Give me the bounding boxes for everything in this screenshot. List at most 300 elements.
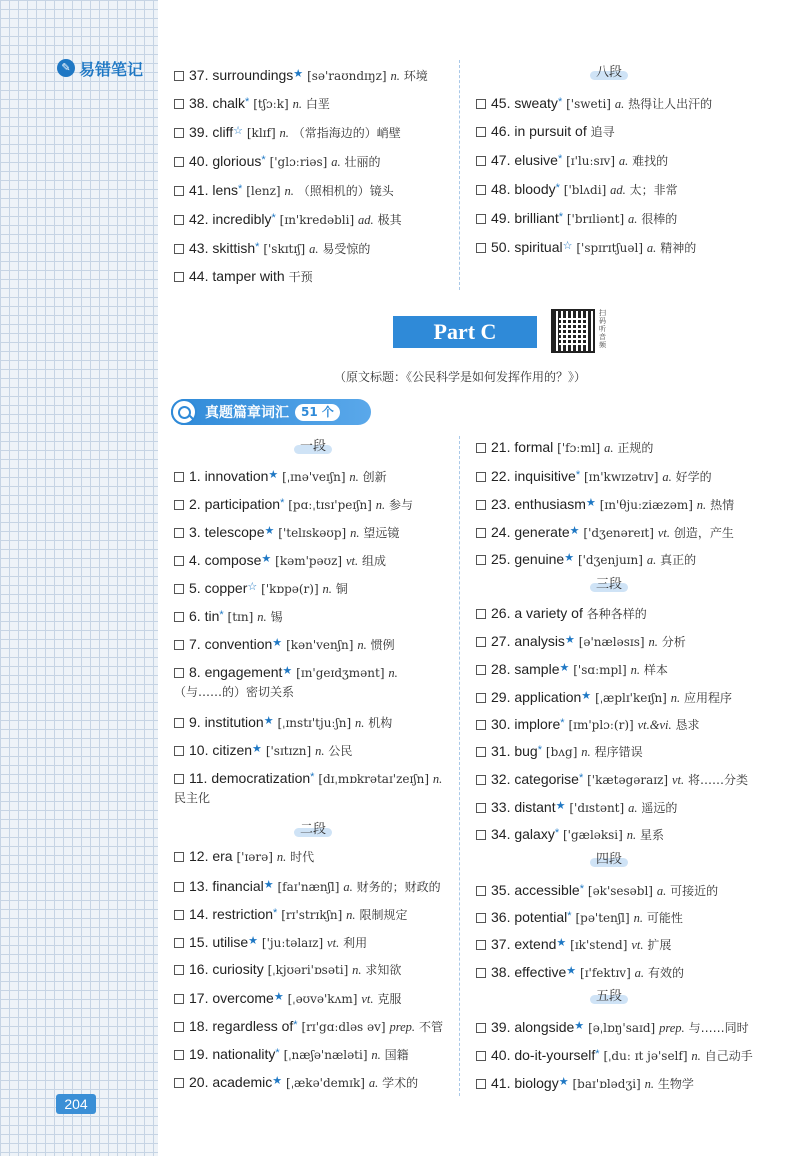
entry-meaning: 可能性 [646,911,683,925]
entry-part-of-speech: ad. [358,213,374,227]
entry-meaning: 程序错误 [594,745,643,759]
entry-phonetic: [ɪn'kwɪzətɪv] [584,470,659,484]
vocab-entry [476,962,684,982]
entry-part-of-speech: n. [644,1077,654,1091]
checkbox[interactable] [476,156,486,166]
entry-word: 34. galaxy [491,826,555,842]
checkbox[interactable] [476,1023,486,1033]
entry-phonetic: [rɪ'strɪkʃn] [281,908,343,922]
entry-phonetic: [dɪˌmɒkrətaɪ'zeɪʃn] [318,772,430,786]
column-divider-top [459,60,460,290]
vocab-entry [476,522,734,542]
vocab-entry [174,1072,418,1092]
entry-part-of-speech: n. [276,850,287,864]
frequency-star-icon: ☆ [233,125,243,137]
entry-part-of-speech: n. [696,498,707,512]
entry-meaning: 创新 [362,470,387,484]
vocab-count-badge: 51 个 [295,404,340,421]
entry-word: 50. spiritual [491,239,563,255]
checkbox[interactable] [476,940,486,950]
entry-word: 26. a variety of [491,605,583,621]
entry-phonetic: ['dʒenjuɪn] [577,553,643,567]
frequency-star-icon: ★ [556,937,567,949]
frequency-star-icon: * [273,907,278,919]
entry-word: 19. nationality [189,1046,276,1062]
entry-word: 35. accessible [491,882,580,898]
entry-word: 39. cliff [189,124,234,140]
checkbox[interactable] [476,720,486,730]
entry-meaning: 环境 [403,69,428,83]
vocab-entry [174,122,401,142]
frequency-star-icon: * [280,497,285,509]
frequency-star-icon: * [595,1048,600,1060]
entry-part-of-speech: vt. [672,773,685,787]
frequency-star-icon: * [271,212,276,224]
frequency-star-icon: * [245,96,250,108]
entry-meaning: 组成 [362,554,387,568]
entry-meaning: 公民 [328,744,353,758]
entry-phonetic: ['fɔːml] [557,441,601,455]
checkbox[interactable] [174,528,184,538]
entry-word: 42. incredibly [189,211,272,227]
vocab-entry [174,712,392,732]
entry-part-of-speech: a. [634,966,645,980]
entry-phonetic: [pə'tenʃl] [575,911,630,925]
vocab-entry [174,904,407,924]
entry-part-of-speech: n. [581,745,591,759]
checkbox[interactable] [174,1078,184,1088]
checkbox[interactable] [174,272,184,282]
frequency-star-icon: ★ [581,690,592,702]
section-heading-1: 一段 [294,438,332,456]
entry-part-of-speech: n. [346,908,356,922]
checkbox[interactable] [174,852,184,862]
entry-meaning: 追寻 [590,125,615,139]
entry-word: 15. utilise [189,934,249,950]
vocab-entry [174,93,330,113]
frequency-star-icon: * [537,744,542,756]
frequency-star-icon: * [219,609,224,621]
checkbox[interactable] [174,938,184,948]
entry-word: 21. formal [491,439,554,455]
entry-word: 12. era [189,848,233,864]
entry-word: 2. participation [189,496,281,512]
frequency-star-icon: * [567,910,572,922]
entry-phonetic: ['brɪliənt] [566,212,625,226]
checkbox[interactable] [174,128,184,138]
entry-word: 38. chalk [189,95,246,111]
entry-part-of-speech: a. [604,441,614,455]
entry-phonetic: [bʌg] [545,745,578,759]
checkbox[interactable] [174,186,184,196]
checkbox[interactable] [174,244,184,254]
entry-part-of-speech: a. [628,801,638,815]
vocab-entry [476,179,678,199]
entry-part-of-speech: a. [646,241,657,255]
entry-meaning: 恳求 [675,718,700,732]
vocab-entry [174,238,370,258]
checkbox[interactable] [174,746,184,756]
entry-part-of-speech: a. [656,884,667,898]
entry-part-of-speech: ad. [610,183,626,197]
checkbox[interactable] [476,443,486,453]
entry-meaning: 限制规定 [359,908,408,922]
entry-word: 28. sample [491,661,560,677]
entry-word: 49. brilliant [491,210,559,226]
entry-part-of-speech: n. [322,582,332,596]
entry-word: 1. innovation [189,468,269,484]
checkbox[interactable] [476,968,486,978]
vocab-entry [174,151,381,171]
entry-phonetic: ['ɪərə] [236,850,273,864]
entry-word: 10. citizen [189,742,253,758]
entry-meaning: 自己动手 [704,1049,753,1063]
frequency-star-icon: * [557,153,563,165]
checkbox[interactable] [174,994,184,1004]
vocab-entry [174,522,399,542]
checkbox[interactable] [174,910,184,920]
vocab-entry [476,494,734,514]
entry-phonetic: [ɪk'stend] [570,938,628,952]
entry-meaning: 克服 [377,992,402,1006]
entry-part-of-speech: a. [646,553,657,567]
entry-phonetic: ['juːtəlaɪz] [261,936,324,950]
qr-caption: 扫码听音频 [599,309,606,349]
checkbox[interactable] [476,127,486,137]
entry-part-of-speech: n. [432,772,443,786]
frequency-star-icon: ★ [248,935,259,947]
checkbox[interactable] [476,500,486,510]
vocab-entry [476,1017,749,1037]
checkbox[interactable] [174,640,184,650]
checkbox[interactable] [174,157,184,167]
entry-part-of-speech: prep. [389,1020,416,1034]
entry-part-of-speech: n. [648,635,658,649]
entry-word: 7. convention [189,636,273,652]
entry-word: 48. bloody [491,181,556,197]
checkbox[interactable] [476,693,486,703]
grid-margin-decoration [0,0,158,1156]
source-title-note: （原文标题：《公民科学是如何发挥作用的？》） [333,370,586,384]
vocab-section-header [171,399,371,425]
frequency-star-icon: ★ [293,68,304,80]
entry-meaning: 正规的 [617,441,654,455]
entry-word: 27. analysis [491,633,565,649]
entry-meaning: 真正的 [660,553,697,567]
section-heading-2: 二段 [294,821,332,839]
entry-word: 40. do-it-yourself [491,1047,596,1063]
entry-part-of-speech: n. [375,498,386,512]
entry-part-of-speech: a. [614,97,625,111]
frequency-star-icon: * [557,96,563,108]
frequency-star-icon: ★ [282,665,293,677]
vocab-entry [476,741,643,761]
checkbox[interactable] [174,718,184,728]
entry-meaning: 壮丽的 [344,155,381,169]
checkbox[interactable] [476,1051,486,1061]
entry-word: 38. effective [491,964,567,980]
entry-part-of-speech: n. [626,828,637,842]
entry-meaning: 遥远的 [641,801,678,815]
entry-part-of-speech: n. [350,526,360,540]
entry-phonetic: [ə'næləsɪs] [578,635,645,649]
entry-meaning: 极其 [377,213,402,227]
vocab-entry [476,208,677,228]
vocab-entry [476,466,712,486]
checkbox[interactable] [476,185,486,195]
entry-meaning: 时代 [290,850,315,864]
entry-meaning: （与……的）密切关系 [174,685,295,699]
checkbox[interactable] [476,747,486,757]
entry-phonetic: [əˌlɒŋ'saɪd] [588,1021,656,1035]
frequency-star-icon: ☆ [562,240,573,252]
checkbox[interactable] [174,774,184,784]
entry-word: 30. implore [491,716,561,732]
checkbox[interactable] [476,775,486,785]
entry-part-of-speech: vt.&vi. [637,718,672,732]
entry-word: 4. compose [189,552,262,568]
entry-meaning: 求知欲 [365,963,402,977]
frequency-star-icon: ★ [252,743,262,755]
vocab-entry [174,494,413,514]
entry-phonetic: [baɪ'ɒlədʒi] [572,1077,641,1091]
entry-word: 41. biology [491,1075,559,1091]
entry-meaning: 星系 [640,828,665,842]
vocab-entry [476,604,647,623]
entry-word: 25. genuine [491,551,565,567]
entry-phonetic: [ˌnæʃə'næləti] [283,1048,368,1062]
entry-word: 46. in pursuit of [491,123,587,139]
frequency-star-icon: ★ [564,552,575,564]
entry-part-of-speech: n. [355,716,365,730]
checkbox[interactable] [476,472,486,482]
vocab-entry [174,606,282,626]
entry-word: 22. inquisitive [491,468,576,484]
checkbox[interactable] [476,886,486,896]
checkbox[interactable] [174,71,184,81]
brand-logo [57,56,143,80]
frequency-star-icon: * [293,1019,298,1031]
magnifier-icon [171,399,197,425]
entry-phonetic: ['kætəgəraɪz] [587,773,669,787]
entry-word: 33. distant [491,799,556,815]
entry-meaning: 易受惊的 [322,242,371,256]
vocab-entry [476,438,653,457]
entry-word: 29. application [491,689,582,705]
pencil-icon: ✎ [57,59,75,77]
vocab-entry [174,740,352,760]
vocab-entry [476,122,615,141]
entry-phonetic: ['gæləksi] [563,828,623,842]
checkbox[interactable] [476,99,486,109]
entry-phonetic: [sə'raʊndɪŋz] [307,69,387,83]
vocab-title: 真题篇章词汇 [205,405,289,421]
checkbox[interactable] [174,965,184,975]
entry-phonetic: [ˌɪnə'veɪʃn] [282,470,346,484]
frequency-star-icon: ★ [566,965,577,977]
vocab-entry [174,1044,409,1064]
entry-meaning: 应用程序 [684,691,733,705]
part-title: Part C [393,316,537,348]
frequency-star-icon: * [555,182,560,194]
entry-meaning: 好学的 [675,470,712,484]
entry-part-of-speech: a. [368,1076,379,1090]
checkbox[interactable] [174,556,184,566]
frequency-star-icon: ★ [564,634,575,646]
entry-meaning: 扩展 [647,938,672,952]
entry-word: 14. restriction [189,906,274,922]
frequency-star-icon: ☆ [247,581,258,593]
frequency-star-icon: * [310,771,315,783]
entry-phonetic: ['dʒenəreɪt] [583,526,654,540]
entry-meaning: 干预 [288,270,313,284]
entry-meaning: 太；非常 [629,183,678,197]
checkbox[interactable] [174,882,184,892]
vocab-entry [174,578,348,598]
checkbox[interactable] [174,668,184,678]
checkbox[interactable] [174,1050,184,1060]
frequency-star-icon: ★ [264,525,275,537]
entry-word: 37. extend [491,936,557,952]
vocab-entry [174,267,313,286]
checkbox[interactable] [174,99,184,109]
entry-part-of-speech: n. [630,663,640,677]
vocab-entry [174,847,314,866]
checkbox[interactable] [476,665,486,675]
frequency-star-icon: * [275,1047,280,1059]
vocab-entry [476,769,748,789]
checkbox[interactable] [174,612,184,622]
entry-phonetic: ['telɪskəʊp] [278,526,347,540]
entry-part-of-speech: n. [357,638,367,652]
entry-word: 41. lens [189,182,239,198]
entry-word: 16. curiosity [189,961,264,977]
entry-phonetic: [ˌəʊvə'kʌm] [287,992,358,1006]
entry-word: 40. glorious [189,153,262,169]
frequency-star-icon: ★ [569,525,580,537]
entry-word: 23. enthusiasm [491,496,586,512]
vocab-entry [174,180,394,200]
entry-word: 5. copper [189,580,248,596]
entry-meaning: 机构 [368,716,393,730]
vocab-entry [476,549,696,569]
checkbox[interactable] [476,803,486,813]
entry-phonetic: [lenz] [246,184,281,198]
entry-word: 31. bug [491,743,538,759]
entry-phonetic: [ˌduː ɪt jə'self] [603,1049,688,1063]
entry-phonetic: ['skɪtɪʃ] [263,242,306,256]
entry-meaning: 惯例 [370,638,395,652]
qr-code-icon[interactable] [551,309,595,353]
vocab-entry [174,960,401,979]
frequency-star-icon: ★ [559,662,570,674]
checkbox[interactable] [476,1079,486,1089]
entry-phonetic: [ɪn'geɪdʒmənt] [296,666,385,680]
frequency-star-icon: * [261,154,266,166]
vocab-entry [174,988,401,1008]
checkbox[interactable] [476,830,486,840]
entry-phonetic: ['sɑːmpl] [573,663,627,677]
vocab-entry [476,687,732,707]
entry-phonetic: [ɪn'θjuːziæzəm] [599,498,693,512]
entry-meaning: 民主化 [174,791,211,805]
brand-title: 易错笔记 [79,59,144,79]
entry-word: 47. elusive [491,152,558,168]
checkbox[interactable] [476,243,486,253]
vocab-entry [476,824,664,844]
section-heading-4: 四段 [590,851,628,869]
entry-word: 32. categorise [491,771,579,787]
checkbox[interactable] [174,500,184,510]
entry-phonetic: ['sɪtɪzn] [265,744,312,758]
frequency-star-icon: ★ [268,469,279,481]
checkbox[interactable] [476,528,486,538]
checkbox[interactable] [174,215,184,225]
entry-part-of-speech: n. [349,470,359,484]
checkbox[interactable] [174,1022,184,1032]
vocab-entry [174,768,444,807]
entry-word: 44. tamper with [189,268,285,284]
entry-meaning: 铜 [335,582,348,596]
frequency-star-icon: ★ [263,879,274,891]
entry-phonetic: [ˌæplɪ'keɪʃn] [595,691,667,705]
section-heading-8: 八段 [590,64,628,82]
entry-word: 8. engagement [189,664,283,680]
entry-part-of-speech: n. [257,610,267,624]
checkbox[interactable] [174,472,184,482]
entry-phonetic: [tɪn] [227,610,254,624]
checkbox[interactable] [476,214,486,224]
vocab-entry [174,550,386,570]
frequency-star-icon: ★ [272,637,283,649]
entry-meaning: 与……同时 [688,1021,749,1035]
checkbox[interactable] [174,584,184,594]
vocab-entry [476,93,712,113]
entry-meaning: 国籍 [384,1048,409,1062]
entry-part-of-speech: a. [628,212,638,226]
entry-word: 13. financial [189,878,264,894]
checkbox[interactable] [476,555,486,565]
entry-phonetic: [ˌɪnstɪ'tjuːʃn] [277,716,352,730]
entry-phonetic: [ɪ'luːsɪv] [566,154,615,168]
checkbox[interactable] [476,637,486,647]
checkbox[interactable] [476,609,486,619]
entry-part-of-speech: n. [352,963,362,977]
entry-word: 36. potential [491,909,568,925]
entry-word: 45. sweaty [491,95,558,111]
entry-meaning: 样本 [643,663,668,677]
entry-meaning: 财务的；财政的 [356,880,441,894]
entry-word: 37. surroundings [189,67,294,83]
vocab-entry [174,662,444,701]
entry-phonetic: [ˌækə'demɪk] [286,1076,365,1090]
entry-meaning: 锡 [270,610,283,624]
vocab-entry [476,880,718,900]
entry-part-of-speech: vt. [361,992,374,1006]
entry-part-of-speech: a. [343,880,353,894]
entry-phonetic: [klɪf] [246,126,276,140]
entry-phonetic: [kən'venʃn] [286,638,354,652]
entry-part-of-speech: n. [633,911,643,925]
checkbox[interactable] [476,913,486,923]
frequency-star-icon: * [558,211,563,223]
vocab-entry [476,150,668,170]
entry-meaning: 有效的 [647,966,684,980]
entry-part-of-speech: a. [618,154,629,168]
section-heading-5: 五段 [590,988,628,1006]
entry-part-of-speech: n. [292,97,302,111]
entry-phonetic: ['blʌdi] [563,183,607,197]
